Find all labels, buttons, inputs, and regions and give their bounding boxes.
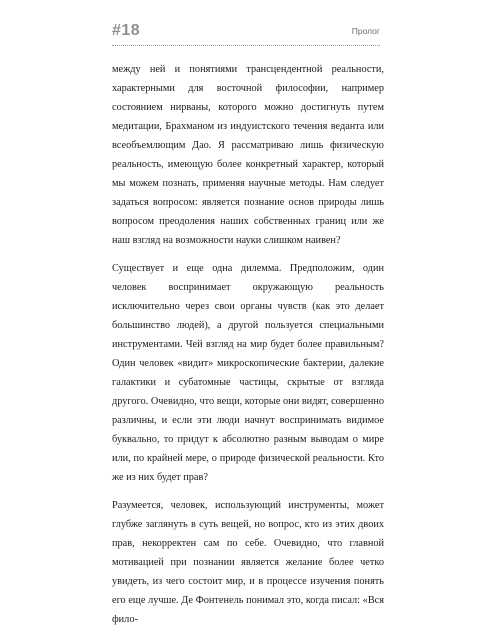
paragraph: между ней и понятиями трансцендентной реальности, характерными для восточной философии, например состоянием нирваны, которого можно достигнуть путем медитации, Брахманом из индуистского течения веданта или всеобъемлющим Дао. Я рассматриваю лишь физическую реальность, имеющую более конкретный характер, который мы можем познать, применяя научные методы. Нам следует задаться вопросом: является познание основ природы лишь вопросом преодоления наших собственных границ или же наш взгляд на возможности науки слишком наивен? — [112, 64, 384, 246]
page-number: #18 — [112, 22, 141, 39]
header-dotted-rule — [112, 45, 380, 46]
paragraph: Существует и еще одна дилемма. Предположим, один человек воспринимает окружающую реальность исключительно через свои органы чувств (как это делает большинство людей), а другой пользуется специальными инструментами. Чей взгляд на мир будет более правильным? Один человек «видит» микроскопические бактерии, далекие галактики и субатомные частицы, скрытые от взгляда другого. Очевидно, что вещи, которые они видят, совершенно различны, и если эти люди начнут воспринимать видимое буквально, то придут к абсолютно разным выводам о мире или, по крайней мере, о природе физической реальности. Кто же из них будет прав? — [112, 263, 384, 483]
running-head: Пролог — [351, 26, 380, 36]
body-text — [112, 60, 384, 629]
paragraph: Разумеется, человек, использующий инструменты, может глубже заглянуть в суть вещей, но вопрос, кто из этих двоих прав, некорректен сам по себе. Очевидно, что главной мотивацией при познании является желание более четко увидеть, из чего состоит мир, и в процессе изучения понять его еще лучше. Де Фонтенель понимал это, когда писал: «Вся фило- — [112, 500, 384, 625]
page-header — [112, 22, 380, 42]
